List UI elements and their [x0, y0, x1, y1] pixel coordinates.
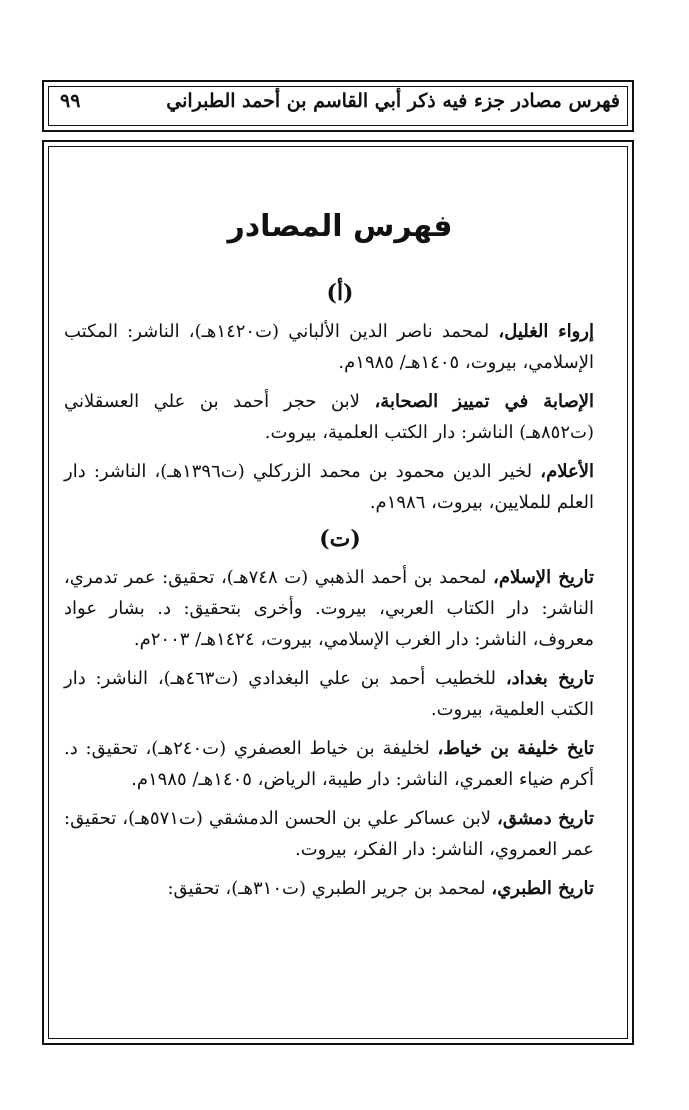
list-item	[64, 562, 616, 655]
list-item	[64, 733, 616, 795]
entry-text: لمحمد ناصر الدين الألباني (ت١٤٢٠هـ)، الناشر: المكتب الإسلامي، بيروت، ١٤٠٥هـ/ ١٩٨٥م.	[64, 321, 594, 373]
entry-title: تاريخ دمشق،	[497, 808, 594, 829]
content-area	[64, 195, 616, 912]
entry-title: تاريخ الطبري،	[491, 878, 594, 899]
list-item	[64, 803, 616, 865]
page-number: ٩٩	[60, 90, 81, 112]
section-alif	[64, 280, 616, 518]
entry-text: للخطيب أحمد بن علي البغدادي (ت٤٦٣هـ)، الناشر: دار الكتب العلمية، بيروت.	[64, 668, 594, 720]
list-item	[64, 873, 616, 904]
entry-text: لخليفة بن خياط العصفري (ت٢٤٠هـ)، تحقيق: د. أكرم ضياء العمري، الناشر: دار طيبة، الرياض، ١٤٠٥هـ/ ١٩٨٥م.	[64, 738, 594, 790]
entry-text: لمحمد بن جرير الطبري (ت٣١٠هـ)، تحقيق:	[167, 878, 492, 899]
section-letter: (أ)	[326, 280, 354, 306]
header-title: فهرس مصادر جزء فيه ذكر أبي القاسم بن أحمد الطبراني	[166, 90, 620, 112]
entry-text: لابن عساكر علي بن الحسن الدمشقي (ت٥٧١هـ)، تحقيق: عمر العمروي، الناشر: دار الفكر، بيروت.	[64, 808, 594, 860]
entry-title: الأعلام،	[540, 461, 594, 482]
list-item	[64, 386, 616, 448]
running-header	[42, 80, 634, 132]
section-letter: (ت)	[319, 526, 361, 552]
entry-text: لخير الدين محمود بن محمد الزركلي (ت١٣٩٦هـ)، الناشر: دار العلم للملايين، بيروت، ١٩٨٦م.	[64, 461, 594, 513]
section-ta	[64, 526, 616, 904]
list-item	[64, 663, 616, 725]
entry-title: تايخ خليفة بن خياط،	[437, 738, 594, 759]
entry-title: تاريخ الإسلام،	[493, 567, 595, 588]
page-title: فهرس المصادر	[227, 209, 453, 244]
entry-title: إرواء الغليل،	[498, 321, 594, 342]
entry-title: تاريخ بغداد،	[505, 668, 594, 689]
list-item	[64, 456, 616, 518]
entry-title: الإصابة في تمييز الصحابة،	[374, 391, 594, 412]
entry-text: لابن حجر أحمد بن علي العسقلاني (ت٨٥٢هـ) الناشر: دار الكتب العلمية، بيروت.	[64, 391, 594, 443]
entry-text: لمحمد بن أحمد الذهبي (ت ٧٤٨هـ)، تحقيق: عمر تدمري، الناشر: دار الكتاب العربي، بيروت. وأخرى بتحقيق: د. بشار عواد معروف، الناشر: دار الغرب الإسلامي، بيروت، ١٤٢٤هـ/ ٢٠٠٣م.	[64, 567, 594, 650]
list-item	[64, 316, 616, 378]
